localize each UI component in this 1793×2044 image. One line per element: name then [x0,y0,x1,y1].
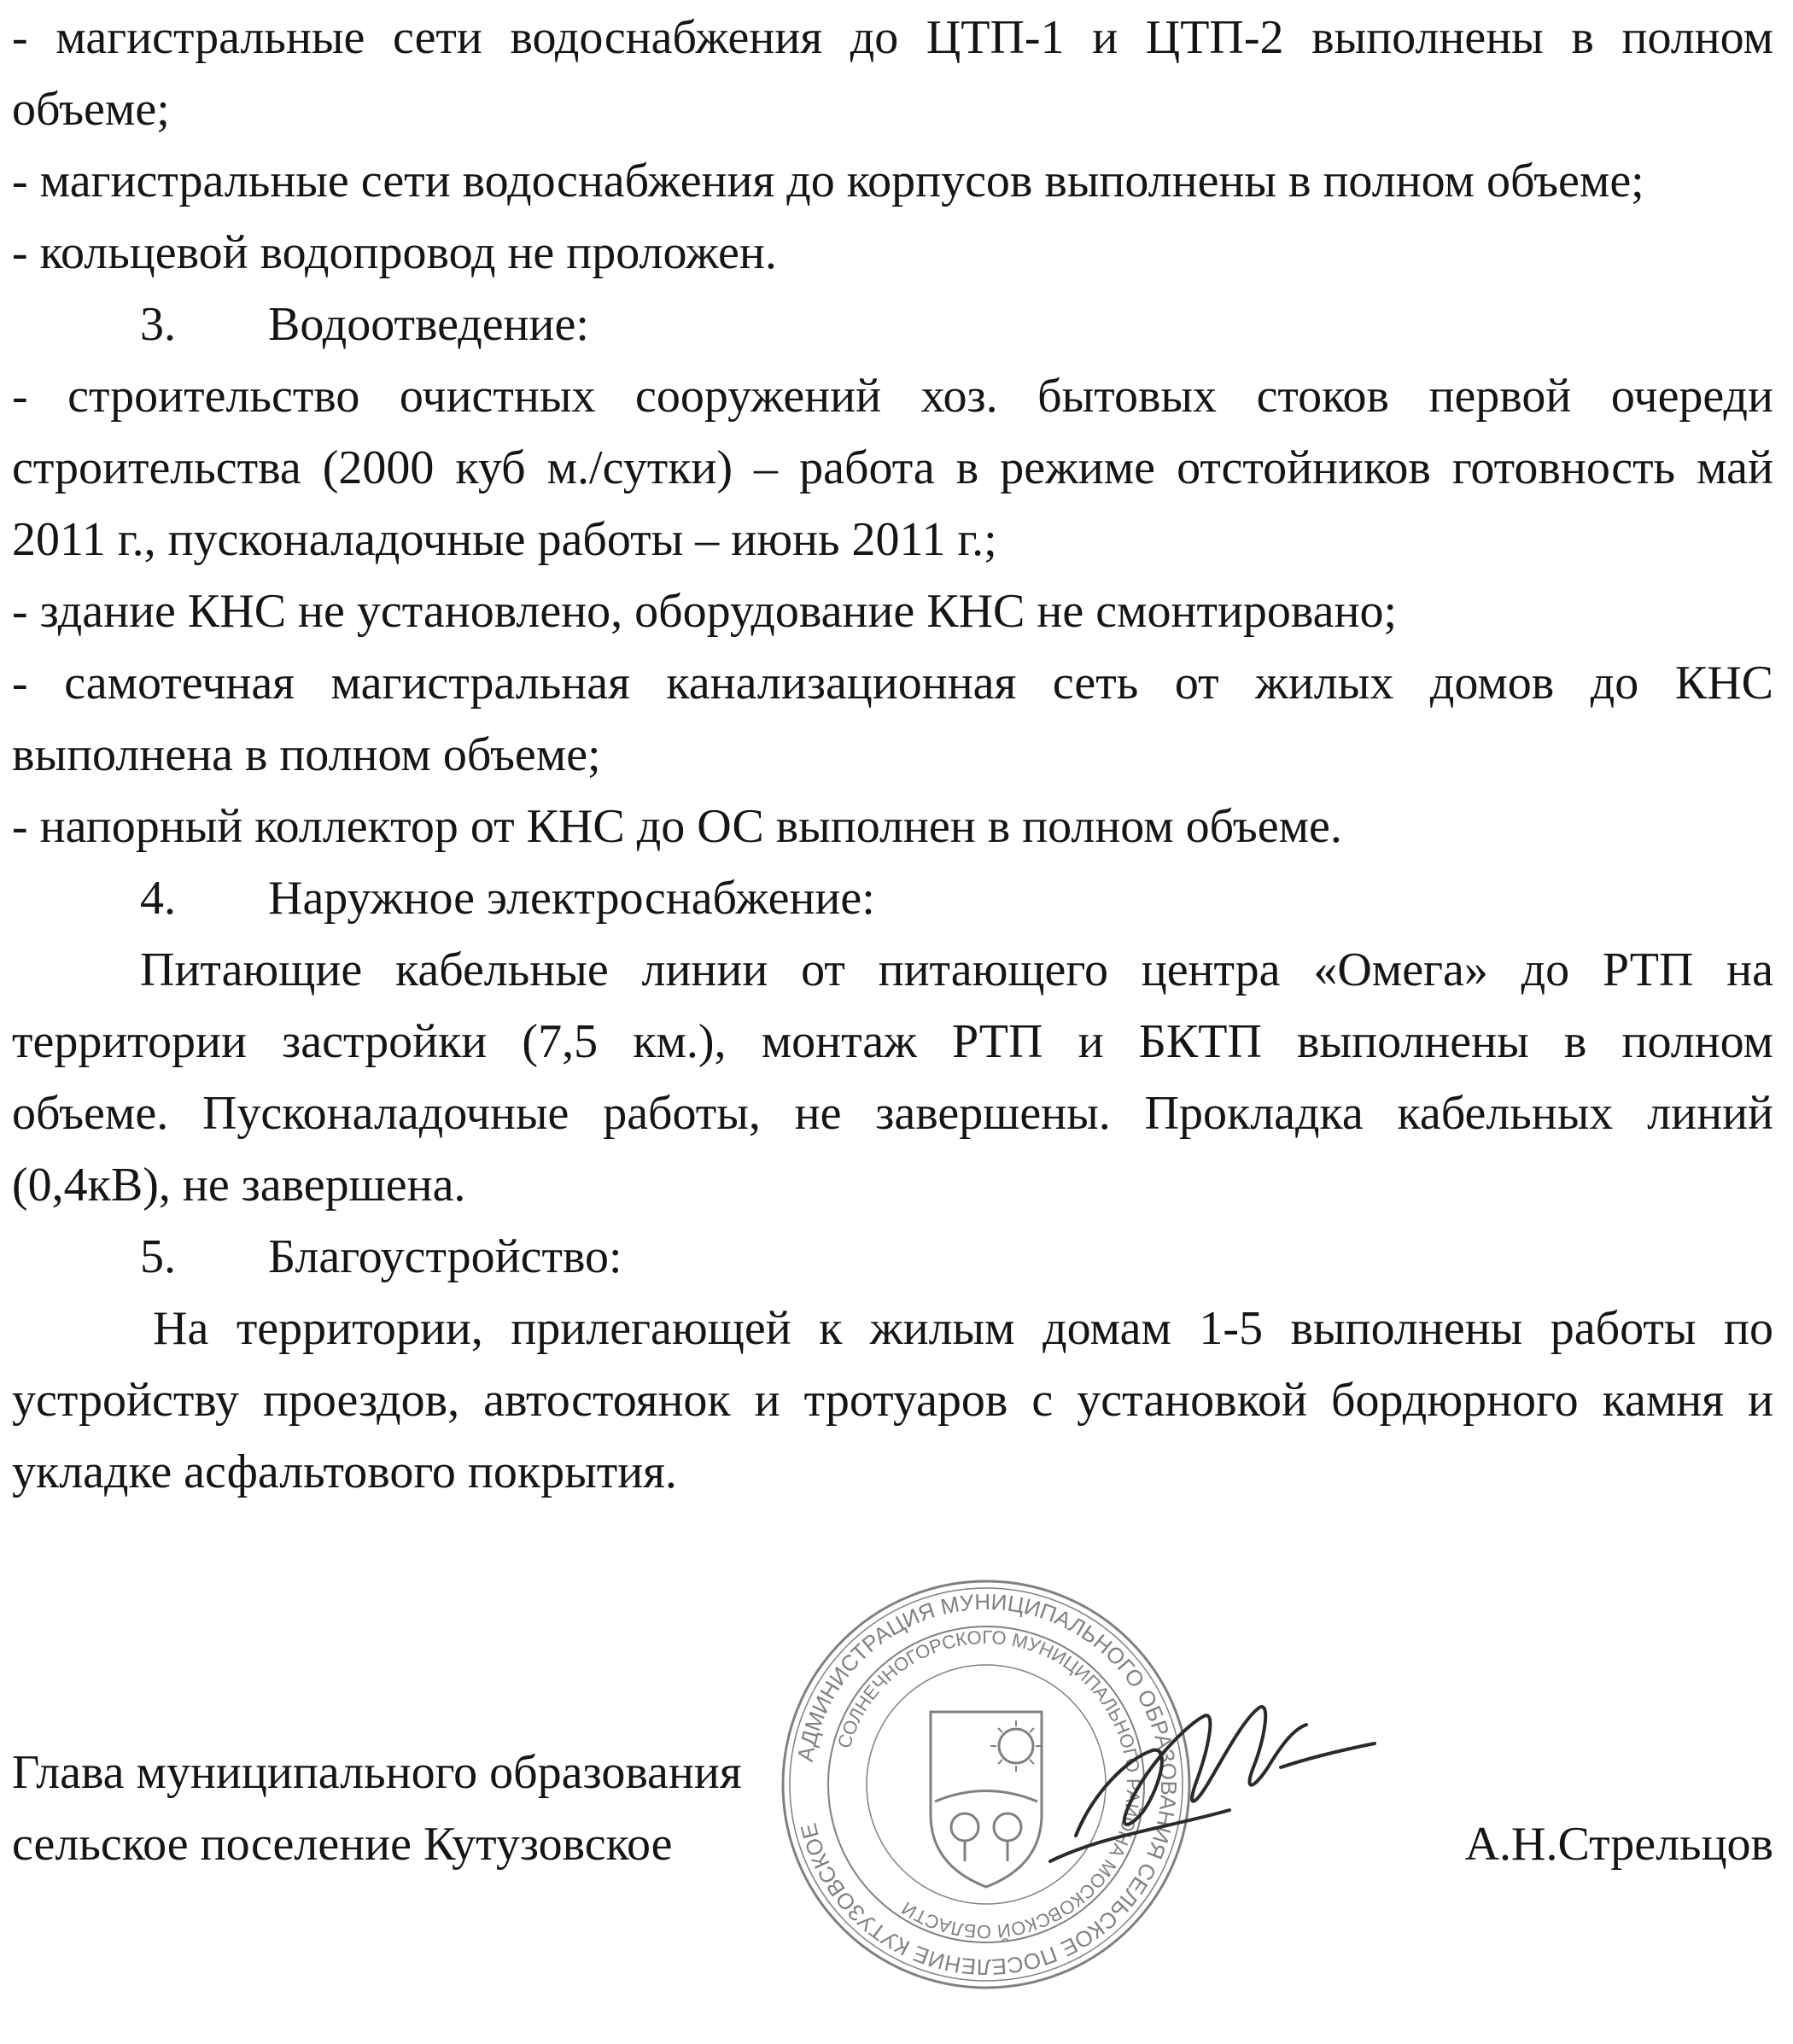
section-3-line-5: - самотечная магистральная канализационная сеть от жилых домов до КНС [12,657,1773,710]
section-3-title: Водоотведение: [268,298,589,351]
stamp-outer-text: АДМИНИСТРАЦИЯ МУНИЦИПАЛЬНОГО ОБРАЗОВАНИЯ СЕЛЬСКОЕ ПОСЕЛЕНИЕ КУТУЗОВСКОЕ [791,1588,1183,1981]
section-5-title: Благоустройство: [268,1230,622,1283]
section-3-line-1: - строительство очистных сооружений хоз. бытовых стоков первой очереди [12,370,1773,423]
section-5-number: 5. [140,1230,176,1283]
signatory-name: А.Н.Стрельцов [1464,1818,1773,1871]
handwritten-signature [1025,1665,1383,1887]
section-5-line-1: На территории, прилегающей к жилым домам 1-5 выполнены работы по [153,1302,1773,1355]
section-4-line-2: территории застройки (7,5 км.), монтаж РТП и БКТП выполнены в полном [12,1015,1773,1068]
section-4-number: 4. [140,872,176,925]
water-supply-line-1: - магистральные сети водоснабжения до ЦТП-1 и ЦТП-2 выполнены в полном [12,11,1773,64]
water-supply-line-2: объеме; [12,83,170,136]
section-3-line-2: строительства (2000 куб м./сутки) – работа в режиме отстойников готовность май [12,441,1773,494]
section-3-line-3: 2011 г., пусконаладочные работы – июнь 2011 г.; [12,513,997,566]
section-4-title: Наружное электроснабжение: [268,872,875,925]
section-3-line-6: выполнена в полном объеме; [12,728,601,781]
section-4-line-4: (0,4кВ), не завершена. [12,1159,466,1212]
section-3-number: 3. [140,298,176,351]
stamp-inner-text: СОЛНЕЧНОГОРСКОГО МУНИЦИПАЛЬНОГО РАЙОНА МОСКОВСКОЙ ОБЛАСТИ [832,1626,1145,1943]
section-4-line-1: Питающие кабельные линии от питающего центра «Омега» до РТП на [140,943,1773,996]
water-supply-line-4: - кольцевой водопровод не проложен. [12,226,777,279]
section-5-line-2: устройству проездов, автостоянок и тротуаров с установкой бордюрного камня и [12,1374,1773,1427]
section-3-line-4: - здание КНС не установлено, оборудование КНС не смонтировано; [12,585,1398,638]
section-5-line-3: укладке асфальтового покрытия. [12,1445,677,1498]
signature-position-line-2: сельское поселение Кутузовское [12,1818,673,1871]
signature-position-line-1: Глава муниципального образования [12,1746,742,1799]
water-supply-line-3: - магистральные сети водоснабжения до корпусов выполнены в полном объеме; [12,155,1644,207]
section-3-line-7: - напорный коллектор от КНС до ОС выполнен в полном объеме. [12,800,1342,853]
section-4-line-3: объеме. Пусконаладочные работы, не завершены. Прокладка кабельных линий [12,1087,1773,1140]
